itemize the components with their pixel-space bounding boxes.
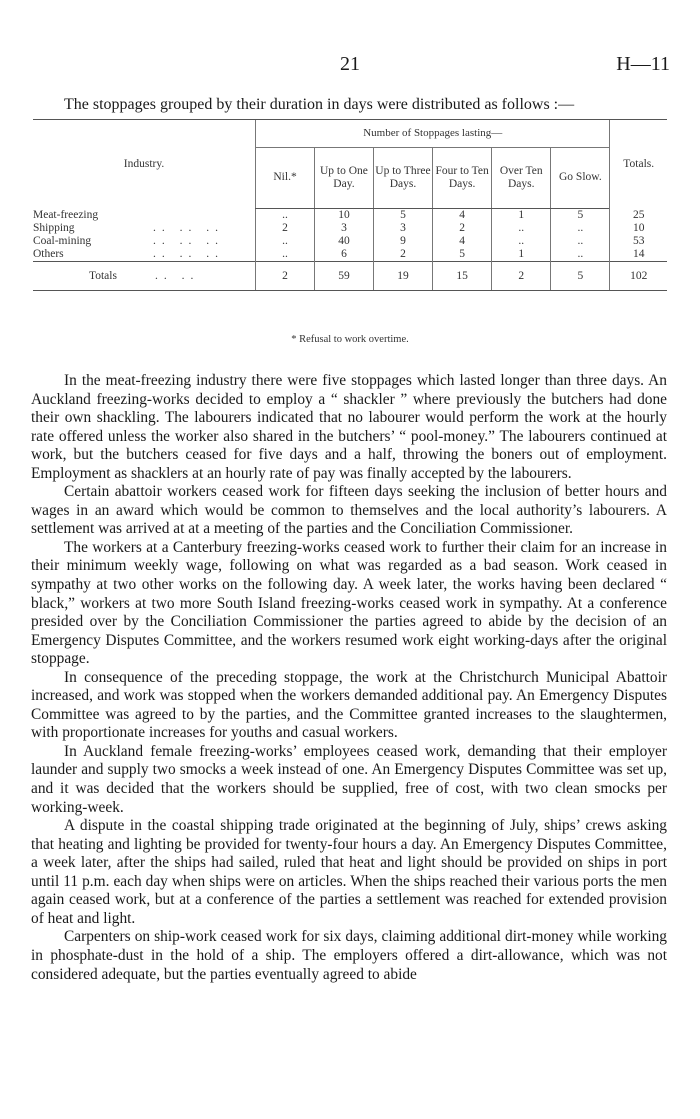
paragraph: Carpenters on ship-work ceased work for six days, claiming additional dirt-money while working in phosphate-dust in the hold of a ship. The employers offered a dirt-allowance, which was not considered adequate, but the parties eventually agreed to abide	[31, 928, 667, 983]
stoppages-table	[33, 119, 667, 291]
table-cell: 9	[373, 235, 432, 248]
row-total: 14	[610, 248, 667, 262]
industry-cell: Coal-mining .. .. ..	[33, 235, 224, 247]
body-text	[31, 372, 667, 984]
table-cell: ..	[551, 235, 610, 248]
table-cell: 5	[433, 248, 492, 262]
table-row	[33, 209, 667, 223]
row-total: 53	[610, 235, 667, 248]
totals-cell: 2	[256, 262, 315, 291]
totals-cell: 59	[315, 262, 374, 291]
table-cell: ..	[492, 222, 551, 235]
column-header: Over Ten Days.	[492, 148, 551, 209]
table-cell: 3	[373, 222, 432, 235]
totals-cell: 15	[433, 262, 492, 291]
table-cell: 2	[373, 248, 432, 262]
table-cell: 5	[551, 209, 610, 223]
paragraph: Certain abattoir workers ceased work for fifteen days seeking the inclusion of better hours and wages in an award which would be common to themselves and the local authority’s labourers. A settlement was arrived at at a meeting of the parties and the Conciliation Commissioner.	[31, 483, 667, 538]
paragraph: In the meat-freezing industry there were five stoppages which lasted longer than three days. An Auckland freezing-works decided to employ a “ shackler ” where previously the butchers had done their own shackling. The labourers indicated that no labourer would perform the work at the hourly rate offered unless the worker also shared in the butchers’ “ pool-money.” The labourers continued at work, but the butchers ceased for five days and a half, throwing the boners out of employment. Employment as shacklers at an hourly rate of pay was finally accepted by the labourers.	[31, 372, 667, 482]
table-cell: 4	[433, 209, 492, 223]
page-header	[0, 53, 700, 77]
industry-cell: Shipping .. .. ..	[33, 222, 224, 234]
totals-cell: 2	[492, 262, 551, 291]
column-header: Up to One Day.	[315, 148, 374, 209]
paragraph: A dispute in the coastal shipping trade originated at the beginning of July, ships’ crews asking that heating and lighting be provided for twenty-four hours a day. An Emergency Disputes Committee, a week later, after the ships had sailed, ruled that heat and light should be provided on ships in port until 11 p.m. each day when ships were on articles. When the ships reached their various ports the men again ceased work, but at a conference of the parties a settlement was reached for extended provision of heat and light.	[31, 817, 667, 927]
row-total: 25	[610, 209, 667, 223]
table-cell: 5	[373, 209, 432, 223]
table-cell: ..	[492, 235, 551, 248]
totals-label-cell: Totals .. ..	[33, 262, 256, 291]
table-cell: 1	[492, 209, 551, 223]
table-cell: ..	[256, 209, 315, 223]
table-row	[33, 248, 667, 262]
industry-header: Industry.	[33, 120, 256, 209]
table-row	[33, 235, 667, 248]
table-cell: 6	[315, 248, 374, 262]
totals-cell: 5	[551, 262, 610, 291]
paragraph: The workers at a Canterbury freezing-works ceased work to further their claim for an increase in their minimum weekly wage, following on what was regarded as a bad season. Work ceased in sympathy at two other works on the following day. A week later, the works having been declared “ black,” workers at two more South Island freezing-works ceased work in sympathy. At a conference presided over by the Conciliation Commissioner the parties agreed to abide by the decision of an Emergency Disputes Committee, and the workers resumed work eight working-days after the original stoppage.	[31, 538, 667, 668]
table-cell: 4	[433, 235, 492, 248]
paragraph: In Auckland female freezing-works’ employees ceased work, demanding that their employer launder and supply two smocks a week instead of one. An Emergency Disputes Committee was set up, and it was decided that the workers should be supplied, free of cost, with two clean smocks per working-week.	[31, 742, 667, 816]
table-cell: ..	[551, 248, 610, 262]
page-number: 21	[340, 53, 360, 75]
column-header: Nil.*	[256, 148, 315, 209]
column-header: Four to Ten Days.	[433, 148, 492, 209]
table-cell: ..	[256, 248, 315, 262]
table-footnote: * Refusal to work overtime.	[291, 334, 409, 345]
totals-cell: 19	[373, 262, 432, 291]
table-cell: 3	[315, 222, 374, 235]
group-header: Number of Stoppages lasting—	[256, 120, 610, 148]
table-cell: ..	[551, 222, 610, 235]
column-header: Go Slow.	[551, 148, 610, 209]
row-total: 10	[610, 222, 667, 235]
totals-header: Totals.	[610, 120, 667, 209]
paragraph: In consequence of the preceding stoppage, the work at the Christchurch Municipal Abattoir increased, and work was stopped when the workers demanded additional pay. An Emergency Disputes Committee was agreed to by the parties, and the Committee granted increases to the slaughtermen, with proportionate increases for youths and casual workers.	[31, 668, 667, 742]
industry-cell: Meat-freezing	[33, 208, 99, 221]
grand-total: 102	[610, 262, 667, 291]
section-code: H—11	[616, 53, 670, 75]
table-cell: 10	[315, 209, 374, 223]
industry-cell: Others .. .. ..	[33, 248, 224, 260]
table-intro: The stoppages grouped by their duration in days were distributed as follows :—	[64, 96, 575, 113]
table-cell: ..	[256, 235, 315, 248]
table-cell: 1	[492, 248, 551, 262]
table-row	[33, 222, 667, 235]
totals-row	[33, 262, 667, 291]
table-cell: 40	[315, 235, 374, 248]
table-cell: 2	[256, 222, 315, 235]
table-cell: 2	[433, 222, 492, 235]
column-header: Up to Three Days.	[373, 148, 432, 209]
